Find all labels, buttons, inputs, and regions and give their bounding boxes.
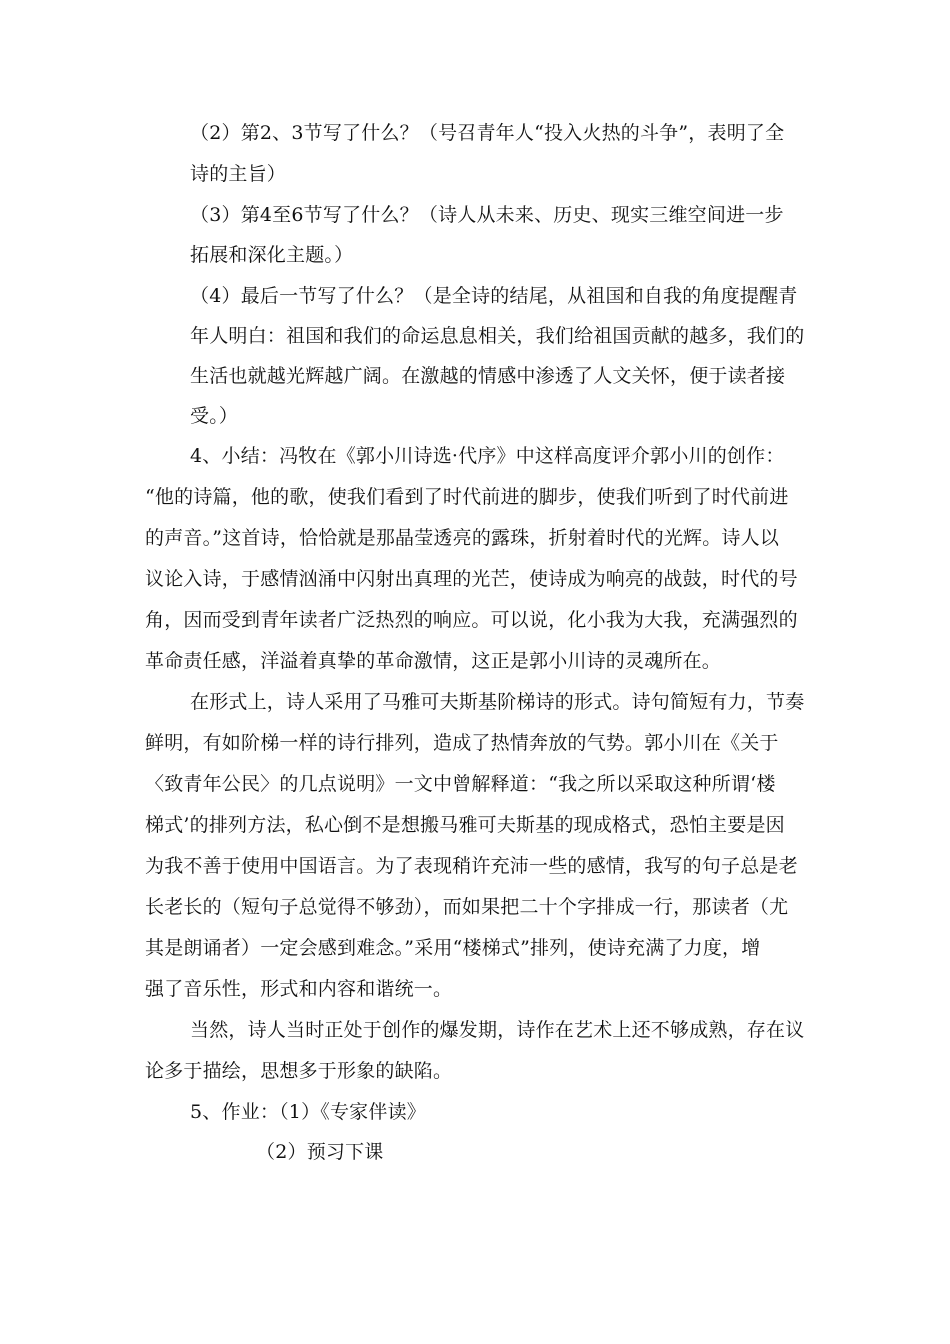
form-paragraph-line-6: 长老长的（短句子总觉得不够劲），而如果把二十个字排成一行，那读者（尤 bbox=[145, 896, 789, 918]
question-2-line-1: （2）第2、3节写了什么？（号召青年人“投入火热的斗争”，表明了全 bbox=[190, 122, 785, 144]
summary-line-5: 角，因而受到青年读者广泛热烈的响应。可以说，化小我为大我，充满强烈的 bbox=[145, 609, 798, 631]
question-4-line-4: 受。） bbox=[190, 405, 239, 427]
homework-line-2: （2）预习下课 bbox=[256, 1141, 384, 1163]
form-paragraph-line-1: 在形式上，诗人采用了马雅可夫斯基阶梯诗的形式。诗句简短有力，节奏 bbox=[190, 691, 805, 713]
summary-line-3: 的声音。”这首诗，恰恰就是那晶莹透亮的露珠，折射着时代的光辉。诗人以 bbox=[145, 527, 780, 549]
summary-line-2: “他的诗篇，他的歌，使我们看到了时代前进的脚步，使我们听到了时代前进 bbox=[145, 486, 789, 508]
homework-line-1: 5、作业：（1）《专家伴读》 bbox=[190, 1101, 426, 1123]
form-paragraph-line-2: 鲜明，有如阶梯一样的诗行排列，造成了热情奔放的气势。郭小川在《关于 bbox=[145, 732, 779, 754]
question-4-line-2: 年人明白：祖国和我们的命运息息相关，我们给祖国贡献的越多，我们的 bbox=[190, 325, 805, 347]
summary-line-1: 4、小结：冯牧在《郭小川诗选·代序》中这样高度评介郭小川的创作： bbox=[190, 445, 785, 467]
question-4-line-3: 生活也就越光辉越广阔。在激越的情感中渗透了人文关怀，便于读者接 bbox=[190, 365, 786, 387]
form-paragraph-line-8: 强了音乐性，形式和内容和谐统一。 bbox=[145, 978, 453, 1000]
question-4-line-1: （4）最后一节写了什么？（是全诗的结尾，从祖国和自我的角度提醒青 bbox=[190, 285, 798, 307]
question-3-line-2: 拓展和深化主题。） bbox=[190, 244, 354, 266]
form-paragraph-line-5: 为我不善于使用中国语言。为了表现稍许充沛一些的感情，我写的句子总是老 bbox=[145, 855, 798, 877]
form-paragraph-line-7: 其是朗诵者）一定会感到难念。”采用“楼梯式”排列，使诗充满了力度，增 bbox=[145, 937, 761, 959]
question-2-line-2: 诗的主旨） bbox=[190, 163, 287, 185]
question-3-line-1: （3）第4至6节写了什么？（诗人从未来、历史、现实三维空间进一步 bbox=[190, 204, 784, 226]
form-paragraph-line-3: 〈致青年公民〉的几点说明》一文中曾解释道：“我之所以采取这种所谓‘楼 bbox=[145, 773, 776, 795]
critique-line-1: 当然，诗人当时正处于创作的爆发期，诗作在艺术上还不够成熟，存在议 bbox=[190, 1019, 805, 1041]
critique-line-2: 论多于描绘，思想多于形象的缺陷。 bbox=[145, 1060, 453, 1082]
summary-line-6: 革命责任感，洋溢着真挚的革命激情，这正是郭小川诗的灵魂所在。 bbox=[145, 650, 722, 672]
summary-line-4: 议论入诗，于感情汹涌中闪射出真理的光芒，使诗成为响亮的战鼓，时代的号 bbox=[145, 568, 798, 590]
form-paragraph-line-4: 梯式’的排列方法，私心倒不是想搬马雅可夫斯基的现成格式，恐怕主要是因 bbox=[145, 814, 785, 836]
